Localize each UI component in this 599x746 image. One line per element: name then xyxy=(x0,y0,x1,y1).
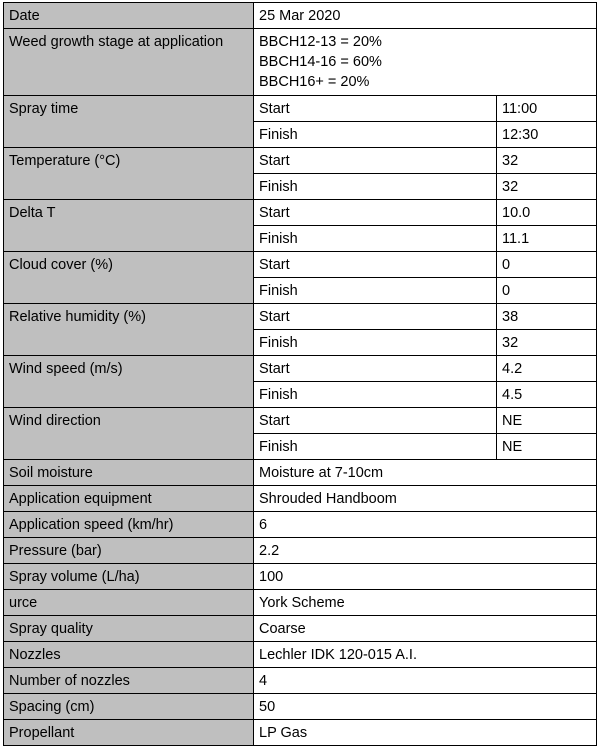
temperature-finish: 32 xyxy=(497,174,597,200)
table-row xyxy=(4,356,597,382)
application-speed-value: 6 xyxy=(254,512,597,538)
table-row xyxy=(4,512,597,538)
start-label: Start xyxy=(254,148,497,174)
row-label-pressure: Pressure (bar) xyxy=(4,538,254,564)
table-row xyxy=(4,3,597,29)
finish-label: Finish xyxy=(254,434,497,460)
spray-volume-value: 100 xyxy=(254,564,597,590)
delta-t-finish: 11.1 xyxy=(497,226,597,252)
growth-stage-line: BBCH14-16 = 60% xyxy=(259,54,382,70)
row-label-temperature: Temperature (°C) xyxy=(4,148,254,200)
table-row xyxy=(4,642,597,668)
table-row xyxy=(4,694,597,720)
table-row xyxy=(4,668,597,694)
spray-time-finish: 12:30 xyxy=(497,122,597,148)
number-of-nozzles-value: 4 xyxy=(254,668,597,694)
table-row xyxy=(4,252,597,278)
row-label-spray-quality: Spray quality xyxy=(4,616,254,642)
row-label-number-of-nozzles: Number of nozzles xyxy=(4,668,254,694)
soil-moisture-value: Moisture at 7-10cm xyxy=(254,460,597,486)
weed-growth-stage-values xyxy=(254,29,597,96)
temperature-start: 32 xyxy=(497,148,597,174)
table-row xyxy=(4,96,597,122)
cloud-cover-start: 0 xyxy=(497,252,597,278)
table-row xyxy=(4,486,597,512)
start-label: Start xyxy=(254,408,497,434)
start-label: Start xyxy=(254,96,497,122)
row-label-application-speed: Application speed (km/hr) xyxy=(4,512,254,538)
table-row xyxy=(4,564,597,590)
wind-speed-finish: 4.5 xyxy=(497,382,597,408)
table-row xyxy=(4,538,597,564)
row-label-wind-direction: Wind direction xyxy=(4,408,254,460)
cloud-cover-finish: 0 xyxy=(497,278,597,304)
growth-stage-line: BBCH12-13 = 20% xyxy=(259,34,382,50)
row-label-relative-humidity: Relative humidity (%) xyxy=(4,304,254,356)
pressure-value: 2.2 xyxy=(254,538,597,564)
table-row xyxy=(4,590,597,616)
wind-speed-start: 4.2 xyxy=(497,356,597,382)
row-label-date: Date xyxy=(4,3,254,29)
wind-direction-finish: NE xyxy=(497,434,597,460)
table-row xyxy=(4,148,597,174)
wind-direction-start: NE xyxy=(497,408,597,434)
spray-conditions-table xyxy=(3,2,597,746)
table-row xyxy=(4,408,597,434)
finish-label: Finish xyxy=(254,122,497,148)
start-label: Start xyxy=(254,356,497,382)
finish-label: Finish xyxy=(254,382,497,408)
row-label-source: urce xyxy=(4,590,254,616)
growth-stage-line: BBCH16+ = 20% xyxy=(259,74,370,90)
propellant-value: LP Gas xyxy=(254,720,597,746)
nozzles-value: Lechler IDK 120-015 A.I. xyxy=(254,642,597,668)
spacing-value: 50 xyxy=(254,694,597,720)
table-row xyxy=(4,304,597,330)
spray-quality-value: Coarse xyxy=(254,616,597,642)
row-label-wind-speed: Wind speed (m/s) xyxy=(4,356,254,408)
finish-label: Finish xyxy=(254,330,497,356)
row-label-spray-time: Spray time xyxy=(4,96,254,148)
row-label-nozzles: Nozzles xyxy=(4,642,254,668)
start-label: Start xyxy=(254,304,497,330)
row-label-weed-growth-stage: Weed growth stage at application xyxy=(4,29,254,96)
row-label-cloud-cover: Cloud cover (%) xyxy=(4,252,254,304)
spray-time-start: 11:00 xyxy=(497,96,597,122)
finish-label: Finish xyxy=(254,278,497,304)
finish-label: Finish xyxy=(254,174,497,200)
delta-t-start: 10.0 xyxy=(497,200,597,226)
row-label-propellant: Propellant xyxy=(4,720,254,746)
table-row xyxy=(4,616,597,642)
table-row xyxy=(4,460,597,486)
row-label-spray-volume: Spray volume (L/ha) xyxy=(4,564,254,590)
start-label: Start xyxy=(254,252,497,278)
row-label-spacing: Spacing (cm) xyxy=(4,694,254,720)
relative-humidity-finish: 32 xyxy=(497,330,597,356)
table-row xyxy=(4,29,597,96)
row-label-soil-moisture: Soil moisture xyxy=(4,460,254,486)
table-row xyxy=(4,200,597,226)
date-value: 25 Mar 2020 xyxy=(254,3,597,29)
relative-humidity-start: 38 xyxy=(497,304,597,330)
finish-label: Finish xyxy=(254,226,497,252)
row-label-application-equipment: Application equipment xyxy=(4,486,254,512)
source-value: York Scheme xyxy=(254,590,597,616)
table-row xyxy=(4,720,597,746)
application-equipment-value: Shrouded Handboom xyxy=(254,486,597,512)
start-label: Start xyxy=(254,200,497,226)
row-label-delta-t: Delta T xyxy=(4,200,254,252)
